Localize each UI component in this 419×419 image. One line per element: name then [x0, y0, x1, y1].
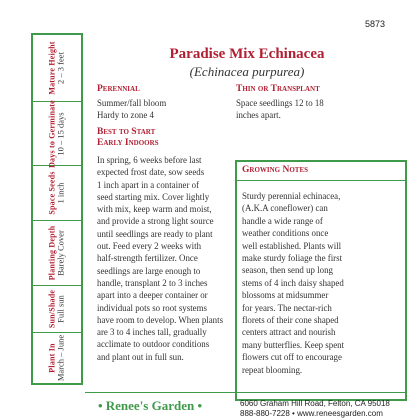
text-line: half-strength fertilizer. Once	[97, 253, 198, 264]
best-to-start-text	[97, 154, 223, 363]
brand-name: Renee's Garden	[105, 398, 195, 413]
footer-divider	[85, 392, 407, 393]
sidebar-value: Full sun	[55, 295, 66, 323]
text-line: 1 inch apart in a container of	[97, 179, 200, 190]
text-line: for years. The nectar-rich	[242, 302, 332, 313]
sidebar-label: Days to Germinate	[47, 99, 57, 168]
text-line: seed starting mix. Cover lightly	[97, 191, 210, 202]
text-line: many butterflies. Keep spent	[242, 339, 345, 350]
sidebar-value: 2 – 3 feet	[55, 52, 66, 84]
text-line: out. Feed every 2 weeks with	[97, 241, 202, 252]
text-line: florets of their cone shaped	[242, 315, 339, 326]
botanical-name: (Echinacea purpurea)	[189, 64, 305, 79]
text-line: Space seedlings 12 to 18	[236, 98, 324, 108]
product-code: 5873	[364, 19, 385, 29]
sidebar-value: 10 – 15 days	[55, 111, 66, 156]
text-line: handle a wide range of	[242, 215, 323, 226]
text-line: apart into a deeper container or	[97, 290, 208, 301]
sidebar-cell-space-seeds	[33, 166, 81, 221]
perennial-heading: Perennial	[97, 84, 140, 94]
brand-logo	[80, 398, 220, 414]
info-sidebar	[31, 33, 83, 385]
text-line: well established. Plants will	[242, 240, 342, 251]
best-to-start-heading	[97, 127, 159, 150]
text-line: are 3 to 4 inches tall, gradually	[97, 327, 207, 338]
leaf-ornament-icon: •	[97, 398, 103, 413]
text-line: centers attract and nourish	[242, 327, 336, 338]
sidebar-value: March – June	[55, 334, 66, 382]
leaf-ornament-icon: •	[197, 398, 203, 413]
address-line: 6060 Graham Hill Road, Felton, CA 95018	[240, 399, 390, 408]
text-line: and plant out in full sun.	[97, 351, 184, 362]
sidebar-value: 1 inch	[55, 182, 66, 204]
growing-notes-text	[242, 190, 344, 376]
sidebar-label: Space Seeds	[47, 171, 57, 215]
divider	[237, 180, 405, 181]
text-line: acclimate to outdoor conditions	[97, 339, 210, 350]
text-line: Sturdy perennial echinacea,	[242, 191, 341, 201]
product-title: Paradise Mix Echinacea	[169, 46, 325, 62]
text-line: inches apart.	[236, 110, 281, 121]
text-line: individual pots so root systems	[97, 302, 207, 313]
heading-line: Best to Start	[97, 127, 156, 137]
heading-line: Early Indoors	[97, 138, 159, 149]
sidebar-cell-sun-shade	[33, 286, 81, 333]
sidebar-label: Sun/Shade	[47, 289, 57, 329]
phone-web-line: 888-880-7228 • www.reneesgarden.com	[240, 409, 383, 418]
text-line: season, then send up long	[242, 265, 333, 276]
text-line: expected frost date, sow seeds	[97, 167, 205, 178]
sidebar-cell-mature-height	[33, 35, 81, 102]
text-line: with mix, keep warm and moist,	[97, 204, 212, 215]
text-line: handle, transplant 2 to 3 inches	[97, 277, 208, 288]
thin-transplant-heading: Thin or Transplant	[236, 84, 320, 94]
text-line: repeat blooming.	[242, 364, 303, 375]
contact-info	[240, 399, 390, 419]
sidebar-cell-plant-in	[33, 333, 81, 383]
text-line: and provide a strong light source	[97, 216, 214, 227]
text-line: flowers cut off to encourage	[242, 352, 342, 363]
text-line: (A.K.A coneflower) can	[242, 203, 328, 214]
sidebar-label: Planting Depth	[47, 225, 57, 281]
sidebar-label: Plant In	[47, 343, 57, 373]
text-line: until seedlings are ready to plant	[97, 228, 213, 239]
text-line: weather conditions once	[242, 228, 329, 239]
growing-notes-heading: Growing Notes	[242, 165, 309, 175]
text-line: Hardy to zone 4	[97, 110, 154, 121]
text-line: seedlings are large enough to	[97, 265, 201, 276]
text-line: stems of 4 inch daisy shaped	[242, 277, 344, 288]
text-line: Summer/fall bloom	[97, 98, 167, 108]
sidebar-value: Barely Cover	[55, 230, 66, 276]
sidebar-cell-days-to-germinate	[33, 99, 81, 168]
text-line: make sturdy foliage the first	[242, 253, 343, 264]
sidebar-cell-planting-depth	[33, 221, 81, 286]
sidebar-label: Mature Height	[47, 41, 57, 95]
perennial-text	[97, 97, 166, 122]
text-line: In spring, 6 weeks before last	[97, 155, 202, 165]
text-line: have room to develop. When plants	[97, 314, 224, 325]
thin-transplant-text	[236, 97, 324, 122]
text-line: blossoms at midsummer	[242, 290, 329, 301]
